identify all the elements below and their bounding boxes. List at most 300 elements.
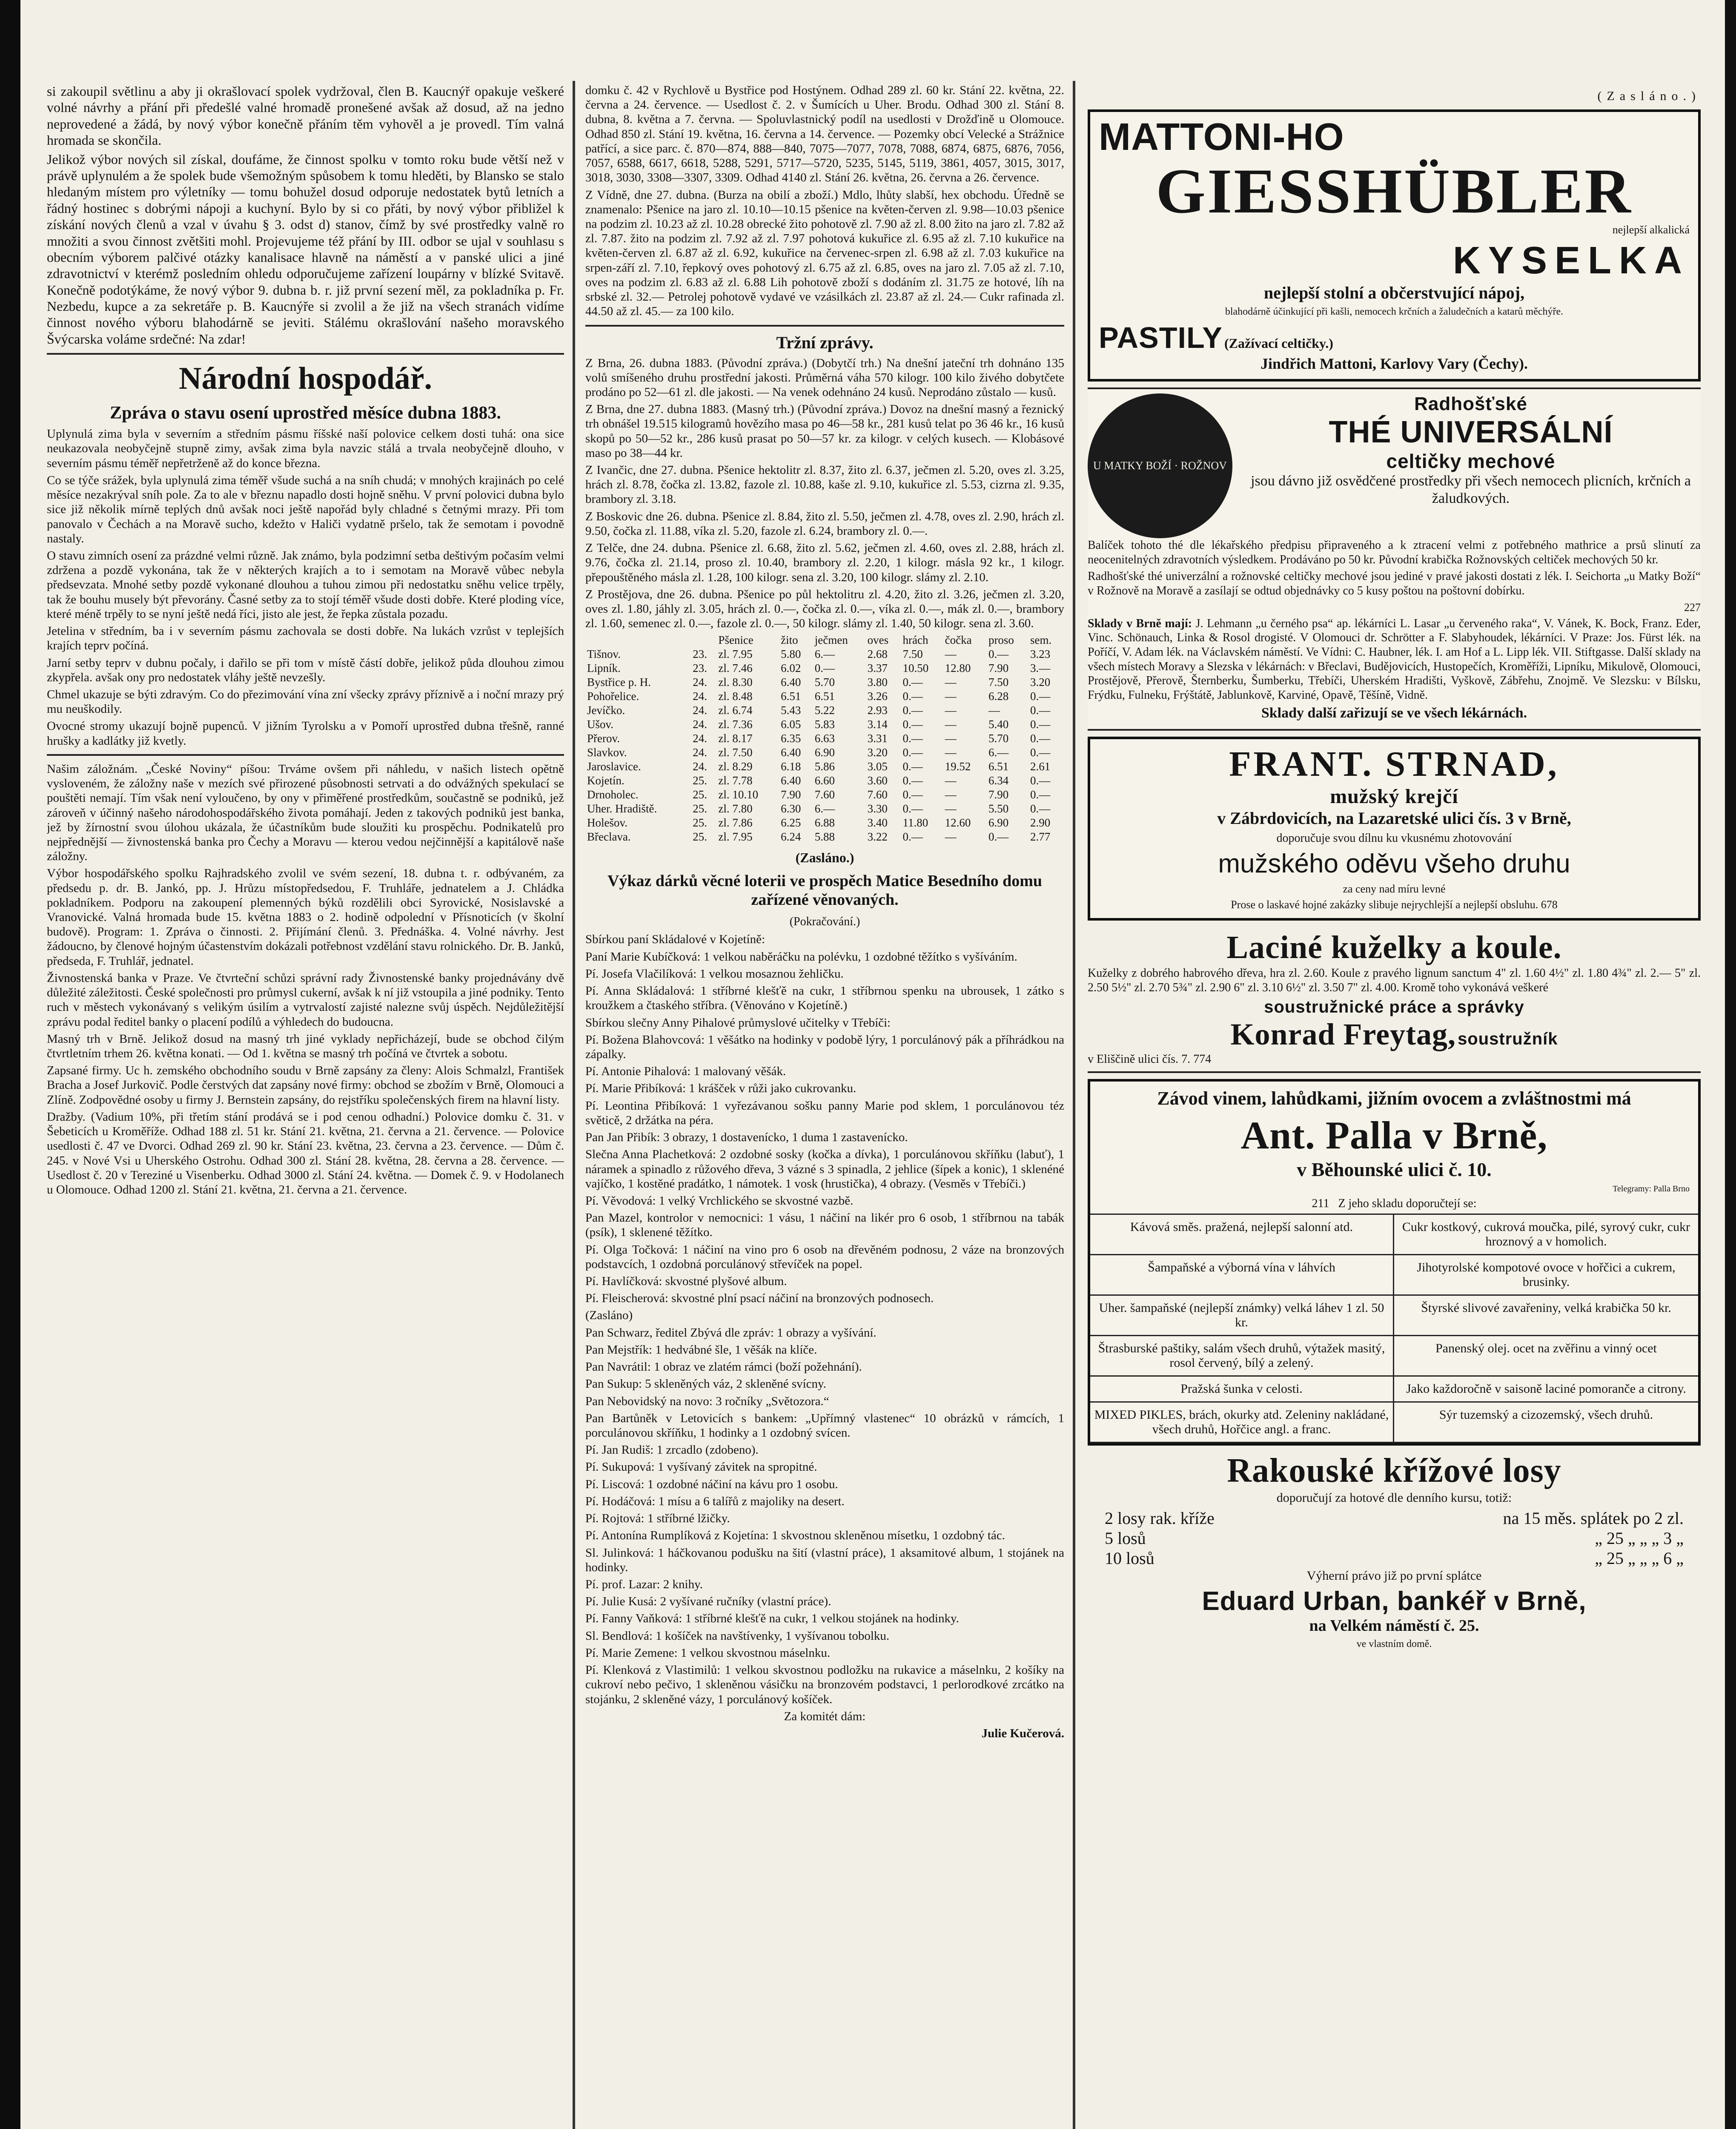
table-cell: Ušov. xyxy=(587,718,614,731)
table-cell: 6.25 xyxy=(781,816,801,829)
table-cell: 25. xyxy=(693,774,707,787)
seal-image: U MATKY BOŽÍ · ROŽNOV xyxy=(1088,393,1232,538)
table-cell: 12.60 xyxy=(945,816,971,829)
list-item-text: 2 losy rak. kříže xyxy=(1105,1508,1215,1528)
sklady-text: J. Lehmann „u černého psa“ ap. lékárníci L. Lasar „u červeného raka“, V. Vánek, K. Bock, Franz. Eder, Vinc. Schönauch, Linka & Rosol drogisté. V Olomouci dr. Schrötter a F. Slabyhoudek, lékárníci. V Praze: Jos. Fürst lék. na Poříčí, V. Adam lék. na Václavském náměstí. Ve Vídni: C. Haubner, lék. I. am Hof a L. Lipp lék. VII. Stiftgasse. Další sklady na všech místech Moravy a Slezska v lékárnách: v Břeclavi, Budějovicích, Hustopečích, Kroměříži, Lipníku, Mikulově, Olomouci, Prostějově, Přerově, Šternberku, Šumberku, Třebíči, Uherském Hradišti, Vyškově, Zábřehu, Znojmě. Ve Slezsku: v Bílsku, Frýdku, Fulneku, Frýštátě, Jablunkově, Karviné, Opavě, Těšíně, Vidně. xyxy=(1088,617,1701,702)
paragraph: Co se týče srážek, byla uplynulá zima téměř všude suchá a na sníh chudá; v mnohých krajinách po celé měsíce nezakrýval sníh pole. Za to ale v březnu napadlo dosti hojně sněhu. V první polovici dubna bylo sice již několik mírně teplých dnů avšak noci ještě napořád byly chladné s četnými mrazy. Při tom panovalo v Čechách a na Moravě sucho, kdežto v Haliči vydatně pršelo, tak že semotam i povodně nastaly. xyxy=(47,473,564,545)
strnad-desc: doporučuje svou dílnu ku vkusnému zhotovování xyxy=(1276,832,1512,845)
losy-list xyxy=(1088,1508,1701,1568)
list-item: (Zasláno) xyxy=(585,1308,633,1323)
table-cell: 23. xyxy=(693,662,707,675)
table-cell: 6.63 xyxy=(814,732,835,745)
table-cell: 7.50 xyxy=(902,648,923,661)
table-cell: 0.— xyxy=(988,648,1009,661)
losy-ad xyxy=(1088,1452,1701,1650)
table-cell: Jaroslavice. xyxy=(587,760,641,773)
table-cell: zl. 8.17 xyxy=(718,732,753,745)
table-cell: — xyxy=(945,704,957,717)
table-cell: 0.— xyxy=(1030,718,1051,731)
table-cell: Lipník. xyxy=(587,662,621,675)
list-item: Pan Jan Přibík: 3 obrazy, 1 dostavenícko, 1 duma 1 zastavenícko. xyxy=(585,1130,908,1145)
divider xyxy=(585,325,1064,327)
list-item: Pí. Jan Rudiš: 1 zrcadlo (zdobeno). xyxy=(585,1443,759,1457)
ad-number: 678 xyxy=(1541,898,1558,911)
table-row xyxy=(585,774,1064,788)
zaslano-label: (Zasláno.) xyxy=(795,850,854,866)
list-item: Pí. Antonína Rumplíková z Kojetína: 1 skvostnou skleněnou mísetku, 1 ozdobný tác. xyxy=(585,1529,1005,1543)
paragraph: Radhošťské thé univerzální a rožnovské celtičky mechové jsou jediné v pravé jakosti dostati z lék. I. Seichorta „u Matky Boží“ v Rožnově na Moravě a zasílají se odtud objednávky co 5 kusy poštou na poštovní dobírku. xyxy=(1088,570,1701,597)
table-cell: zl. 10.10 xyxy=(718,788,759,801)
strnad-note: Prose o laskavé hojné zakázky slibuje nejrychlejší a nejlepší obsluhu. xyxy=(1231,898,1538,911)
table-cell: 3.05 xyxy=(867,760,888,773)
palla-intro: Závod vinem, lahůdkami, jižním ovocem a zvláštnostmi má xyxy=(1157,1088,1631,1109)
table-cell: 0.— xyxy=(902,718,923,731)
table-cell: — xyxy=(988,704,1000,717)
table-cell: 3.14 xyxy=(867,718,888,731)
table-cell: 24. xyxy=(693,760,707,773)
losy-heading: Rakouské křížové losy xyxy=(1227,1452,1561,1489)
table-cell: 5.86 xyxy=(814,760,835,773)
table-cell: 5.40 xyxy=(988,718,1009,731)
kyselka-desc: nejlepší stolní a občerstvující nápoj, xyxy=(1263,283,1525,303)
table-cell: 6.60 xyxy=(814,774,835,787)
table-cell: 5.83 xyxy=(814,718,835,731)
table-cell: zl. 7.78 xyxy=(718,774,753,787)
table-row xyxy=(585,689,1064,703)
table-cell: 6.18 xyxy=(781,760,801,773)
table-header-cell: hrách xyxy=(902,634,928,647)
table-cell: 0.— xyxy=(988,830,1009,844)
list-item: Pan Schwarz, ředitel Zbývá dle zpráv: 1 obrazy a vyšívání. xyxy=(585,1326,877,1340)
palla-product-grid xyxy=(1090,1214,1698,1443)
table-cell: 5.22 xyxy=(814,704,835,717)
table-cell: 25. xyxy=(693,816,707,829)
table-cell: 12.80 xyxy=(945,662,971,675)
list-item: Pí. Olga Točková: 1 náčiní na vino pro 6 osob na dřevěném podnosu, 2 váze na bronzových podstavcích, 1 ozdobná porculánový střevíček na popel. xyxy=(585,1242,1064,1271)
strnad-price: za ceny nad míru levné xyxy=(1343,883,1446,895)
mattoni-company: Jindřich Mattoni, Karlovy Vary (Čechy). xyxy=(1260,355,1528,372)
list-item xyxy=(1088,1528,1701,1548)
palla-ad xyxy=(1088,1079,1701,1446)
table-cell: Břeclava. xyxy=(587,830,631,844)
table-cell: 0.— xyxy=(902,802,923,815)
divider xyxy=(47,353,564,355)
list-item: Pan Nebovidský na novo: 3 ročníky „Světozora.“ xyxy=(585,1394,829,1408)
table-cell: 3.22 xyxy=(867,830,888,844)
list-item: Pí. Leontina Přibíková: 1 vyřezávanou sošku panny Marie pod sklem, 1 porculánovou téz světicě, 2 držátka na péra. xyxy=(585,1099,1064,1127)
table-cell: zl. 8.48 xyxy=(718,690,753,703)
table-cell: 7.90 xyxy=(988,662,1009,675)
palla-addr: v Běhounské ulici č. 10. xyxy=(1297,1159,1492,1181)
table-cell: Tišnov. xyxy=(587,648,621,661)
ad-number: 211 xyxy=(1312,1197,1329,1211)
paragraph: Jelikož výbor nových sil získal, doufáme, že činnost spolku v tomto roku bude větší než v právě uplynulém a že spolek bude všemožným spůsobem k tomu hleděti, by Blansko se stalo hledaným místem pro výletníky — tomu bohužel dosud odporuje nedostatek bytů letních a řádný hostinec s dobrými nápoji a kuchyní. Bylo by si co přáti, by nový výbor přibližel k získání nových členů a vzal v úvahu § 3. odst d) stanov, čímž by své prostředky valně ro množiti a svou činnost zvětšiti mohl. Projevujeme též přání by III. odbor se ujal v souhlasu s obecním výborem palčivé otázky kanalisace hlavně na náměstí a v panské ulici a jiné zdravotnictví v kterémž posledním ohledu odporučujeme zařízení loupárny v blízké Svitavě. Konečně podotýkáme, že nový výbor 9. dubna b. r. již první sezení měl, za pokladníka p. Fr. Nezbedu, kupce a za sekretáře p. B. Kaucnýře si zvolil a že již na všech stranách vidíme činnost nového výboru blahodárně se jeviti. Stálému okrašlování našeho moravského Švýcarska voláme srdečné: Na zdar! xyxy=(47,151,564,347)
paragraph: Z Ivančic, dne 27. dubna. Pšenice hektolitr zl. 8.37, žito zl. 6.37, ječmen zl. 5.20, oves zl. 3.25, hrách zl. 8.78, čočka zl. 13.82, fazole zl. 10.88, kaše zl. 9.10, kukuřice zl. 5.53, cizrna zl. 9.35, brambory zl. 3.18. xyxy=(585,463,1064,506)
table-cell: Kojetín. xyxy=(587,774,625,787)
list-item: Paní Marie Kubíčková: 1 velkou naběráčku na polévku, 1 ozdobné těžítko s vyšíváním. xyxy=(585,950,1017,964)
table-cell: — xyxy=(945,648,957,661)
table-cell: 24. xyxy=(693,690,707,703)
paragraph: Jetelina v středním, ba i v severním pásmu zachovala se dosti dobře. Na lukách vzrůst v teplejších krajích teprv počíná. xyxy=(47,624,564,653)
table-cell: 25. xyxy=(693,788,707,801)
table-row xyxy=(585,732,1064,746)
paragraph: Z Prostějova, dne 26. dubna. Pšenice po půl hektolitru zl. 4.20, žito zl. 3.26, ječmen zl. 3.20, oves zl. 1.80, jáhly zl. 3.05, hrách zl. 0.—, čočka zl. 0.—, víka zl. 0.—, mák zl. 0.—, brambory zl. 1.60, semenec zl. 0.—, fazole zl. 0.—, 50 kilogr. slámy zl. 1.40, 50 kilogr. sena zl. 3.60. xyxy=(585,587,1064,631)
table-cell: 24. xyxy=(693,732,707,745)
freytag-role: soustružník xyxy=(1458,1029,1558,1048)
product-cell: Štrasburské paštiky, salám všech druhů, výtažek masitý, rosol červený, bílý a zelený. xyxy=(1090,1336,1394,1377)
list-item: Pí. Marie Zemene: 1 velkou skvostnou máselnku. xyxy=(585,1646,831,1660)
table-cell: 6.— xyxy=(814,802,835,815)
gift-list xyxy=(585,932,1064,1706)
giesshubler-title: GIESSHÜBLER xyxy=(1156,156,1633,227)
table-cell: 7.90 xyxy=(781,788,801,801)
table-cell: Přerov. xyxy=(587,732,620,745)
table-cell: 6.35 xyxy=(781,732,801,745)
scan-edge-left xyxy=(0,0,20,2129)
table-cell: 6.34 xyxy=(988,774,1009,787)
table-cell: — xyxy=(945,732,957,745)
table-cell: 0.— xyxy=(1030,774,1051,787)
list-item-text: 5 losů xyxy=(1105,1528,1146,1548)
table-header-cell: žito xyxy=(781,634,798,647)
strnad-ad xyxy=(1088,737,1701,921)
table-cell: 2.77 xyxy=(1030,830,1051,844)
product-cell: Panenský olej. ocet na zvěřinu a vinný ocet xyxy=(1394,1336,1698,1377)
strnad-name: FRANT. STRNAD, xyxy=(1229,744,1559,784)
strnad-addr: v Zábrdovicích, na Lazaretské ulici čís. 3 v Brně, xyxy=(1217,809,1571,828)
ad-number: 774 xyxy=(1193,1052,1212,1066)
table-cell: zl. 7.36 xyxy=(718,718,753,731)
paragraph: domku č. 42 v Rychlově u Bystřice pod Hostýnem. Odhad 289 zl. 60 kr. Stání 22. května, 22. června a 24. července. — Usedlost č. 2. v Šumících u Uher. Brodu. Odhad 300 zl. Stání 8. dubna, 8. května a 7. června. — Spoluvlastnický podíl na usedlosti v Drožďině u Olomouce. Odhad 850 zl. Stání 19. května, 16. června a 14. července. — Pozemky obcí Velecké a Strážnice patřící, a sice parc. č. 870—874, 888—840, 7075—7077, 7078, 7088, 6874, 6875, 6876, 7056, 7057, 6588, 6617, 6618, 5288, 5291, 5717—5720, 5235, 5145, 5119, 3861, 4057, 3015, 3017, 3018, 3030, 3308—3307, 3309. Odhad 4140 zl. Stání 26. května, 26. června a 26. července. xyxy=(585,83,1064,185)
table-cell: 6.05 xyxy=(781,718,801,731)
table-cell: zl. 7.80 xyxy=(718,802,753,815)
strnad-title: mužský krejčí xyxy=(1330,785,1458,808)
table-cell: 0.— xyxy=(902,732,923,745)
table-row xyxy=(585,647,1064,661)
paragraph: Balíček tohoto thé dle lékařského předpisu připraveného a k ztracení velmi z potřebného mathrice a prsů slinutí za neocenitelných zdravotních výsledkem. Prodáváno po 50 kr. Původní krabička Rožnovských celtiček mechových 50 kr. xyxy=(1088,539,1701,566)
table-cell: zl. 8.29 xyxy=(718,760,753,773)
table-row xyxy=(585,675,1064,689)
paragraph: Dražby. (Vadium 10%, při třetím stání prodává se i pod cenou odhadní.) Polovice domku č. 31. v Šebeticích u Kroměříže. Odhad 188 zl. 51 kr. Stání 21. května, 21. června a 21. července. — Polovice usedlosti č. 47 ve Dvorci. Odhad 269 zl. 90 kr. Stání 23. května, 23. června a 23. července. — Dům č. 245. v Nové Vsi u Uherského Ostrohu. Odhad 300 zl. Stání 28. května, 28. června a 28. července. — Usedlost č. 20 v Tereziné u Visenberku. Odhad 3000 zl. Stání 24. května. — Domek č. 9. v Hodolanech u Olomouce. Odhad 1200 zl. Stání 21. května, 21. června a 21. července. xyxy=(47,1110,564,1196)
table-cell: 0.— xyxy=(1030,802,1051,815)
section-heading: Tržní zprávy. xyxy=(776,333,874,352)
list-item: Pí. Rojtová: 1 stříbrné lžičky. xyxy=(585,1512,730,1526)
product-cell: Šampaňské a výborná vína v láhvích xyxy=(1090,1255,1394,1296)
table-cell: 7.90 xyxy=(988,788,1009,801)
table-cell: 0.— xyxy=(902,774,923,787)
list-item: Pí. Fanny Vaňková: 1 stříbrné klešťě na cukr, 1 velkou stojánek na hodinky. xyxy=(585,1612,959,1626)
table-cell: 3.26 xyxy=(867,690,888,703)
table-cell: 3.80 xyxy=(867,676,888,689)
table-header-cell: proso xyxy=(988,634,1014,647)
list-item: Pí. Anna Skládalová: 1 stříbrné klešťě na cukr, 1 stříbrnou spenku na ubrousek, 1 zátko s kroužkem a čtaského stříbra. (Věnováno v Kojetíně.) xyxy=(585,984,1064,1013)
paragraph: Uplynulá zima byla v severním a středním pásmu říšské naší polovice celkem dosti tuhá: ona sice neukazovala neobyčejně stupně zimy, avšak zima byla navzic stálá a trvala neobyčejně dlouho, v severním pásmu téměř nepřetrženě až do konce března. xyxy=(47,427,564,470)
table-cell: 24. xyxy=(693,676,707,689)
table-row xyxy=(585,802,1064,816)
list-item: Pan Sukup: 5 skleněných váz, 2 skleněné svícny. xyxy=(585,1377,826,1391)
list-item: Pí. Věvodová: 1 velký Vrchlického se skvostné vazbě. xyxy=(585,1194,854,1208)
palla-name: Ant. Palla v Brně, xyxy=(1240,1113,1548,1157)
paragraph: Živnostenská banka v Praze. Ve čtvrteční schůzi správní rady Živnostenské banky projednávány dvě důležité záležitosti. České společnosti pro průmysl cukerní, avšak k ní již vstoupila a jiné podniky. Tento ruch v městech vykonávaný s velikým úsilím a vytrvalostí zajisté nalezne svůj úspěch. Nejdůležitější zprávu podal ředitel banky o placení podílů a výhledech do budoucna. xyxy=(47,971,564,1029)
paragraph: Z Telče, dne 24. dubna. Pšenice zl. 6.68, žito zl. 5.62, ječmen zl. 4.60, oves zl. 2.88, hrách zl. 9.76, čočka zl. 21.14, proso zl. 10.40, brambory zl. 2.20, 1 kilogr. másla 92 kr., 1 kilogr. přepouštěného másla zl. 1.28, 100 kilogr. sena zl. 3.20, 100 kilogr. slámy zl. 2.10. xyxy=(585,541,1064,584)
list-item: Pí. Julie Kusá: 2 vyšívané ručníky (vlastní práce). xyxy=(585,1595,831,1609)
paragraph: Z Brna, dne 27. dubna 1883. (Masný trh.) (Původní zpráva.) Dovoz na dnešní masný a řeznický trh obnášel 19.515 kilogramů hovězího masa po 46—58 kr., 281 kusů telat po 36 46 kr., 16 kusů skopů po 50—52 kr., 286 kusů prasat po 50—57 kr. za kilogr. v celých kusech. — Klobásové maso po 38—44 kr. xyxy=(585,402,1064,460)
table-cell: 3.— xyxy=(1030,662,1051,675)
table-cell: 6.51 xyxy=(988,760,1009,773)
table-cell: zl. 7.95 xyxy=(718,830,753,844)
paragraph: Masný trh v Brně. Jelikož dosud na masný trh jiné vyklady nepřicházejí, bude se obchod čilým čtvrtletním trhem 26. května konati. — Od 1. května se masný trh počíná ve čtvrtek a sobotu. xyxy=(47,1032,564,1060)
kuzelky-heading: Laciné kuželky a koule. xyxy=(1226,930,1562,966)
committee-label: Za komitét dám: xyxy=(784,1709,866,1723)
list-item: Sbírkou slečny Anny Pihalové průmyslové učitelky v Třebíči: xyxy=(585,1016,891,1030)
table-row xyxy=(585,746,1064,760)
table-cell: zl. 7.95 xyxy=(718,648,753,661)
list-item-text: „ 25 „ „ „ 6 „ xyxy=(1595,1548,1684,1568)
divider xyxy=(47,754,564,756)
table-cell: Uher. Hradiště. xyxy=(587,802,657,815)
table-cell: zl. 7.50 xyxy=(718,746,753,759)
table-cell: Pohořelice. xyxy=(587,690,639,703)
table-cell: 0.— xyxy=(902,788,923,801)
price-table xyxy=(585,633,1064,844)
table-cell: 6.51 xyxy=(814,690,835,703)
table-cell: 0.— xyxy=(902,830,923,844)
table-cell: 6.88 xyxy=(814,816,835,829)
pastily-sub: (Zažívací celtičky.) xyxy=(1224,335,1333,351)
table-cell: 6.— xyxy=(814,648,835,661)
losy-intro: doporučují za hotové dle denního kursu, totiž: xyxy=(1276,1490,1512,1505)
table-cell: 7.60 xyxy=(867,788,888,801)
radhost-ad xyxy=(1088,387,1701,731)
list-item: Sl. Bendlová: 1 košíček na navštívenky, 1 vyšívanou tobolku. xyxy=(585,1629,890,1643)
table-row xyxy=(585,717,1064,732)
table-header-cell xyxy=(585,633,691,647)
column-rule xyxy=(1073,81,1075,2129)
kyselka-desc2: blahodárně účinkující při kašli, nemocech krčních a žaludečních a katarů měchýře. xyxy=(1225,306,1564,318)
table-cell: 0.— xyxy=(1030,732,1051,745)
list-item: Pí. Hodáčová: 1 mísu a 6 talířů z majoliky na desert. xyxy=(585,1494,845,1508)
table-header-cell: ječmen xyxy=(814,634,848,647)
table-cell: 5.88 xyxy=(814,830,835,844)
paragraph: Našim záložnám. „České Noviny“ píšou: Trváme ovšem při náhledu, v našich listech opětně vysloveném, že záložny naše v mezích své přirozené působnosti setrvati a do odvážných spekulací se pouštěti nemají. Tím však není vyloučeno, by ony v přiměřené prostředkům, součastně se podniků, jež zároveň v účinný našeho národohospodářského života pomáhají. Jeden z takových podniků jest banka, jež by žírnostní svou úlohou ukázala, že účastníkům bude sloužiti ku prospěchu. Podnikatelů pro nejpřednější — živnostenská banka pro Čechy a Moravu — kterou vedou nejčinnější a kapitálově naše záložny. xyxy=(47,762,564,864)
table-cell: 6.40 xyxy=(781,774,801,787)
list-item: Pí. Sukupová: 1 vyšívaný závitek na spropitné. xyxy=(585,1460,817,1474)
table-cell: 0.— xyxy=(1030,690,1051,703)
table-cell: 25. xyxy=(693,802,707,815)
list-item-text: 10 losů xyxy=(1105,1548,1154,1568)
table-cell: 3.37 xyxy=(867,662,888,675)
column-rule xyxy=(573,81,575,2129)
list-item-text: na 15 měs. splátek po 2 zl. xyxy=(1503,1508,1684,1528)
section-heading: Národní hospodář. xyxy=(179,361,432,396)
pastily-title: PASTILY xyxy=(1099,321,1223,354)
table-cell: 0.— xyxy=(902,760,923,773)
list-item: Pí. Klenková z Vlastimilů: 1 velkou skvostnou podložku na rukavice a máselnku, 2 košíky na cukroví nebo pečivo, 1 skleněnou vásičku na bronzovém podstavci, 1 perlorodkové zrcátko na stojánku, 2 skleněné vázy, 1 porculánový košíček. xyxy=(585,1663,1064,1706)
list-item: Pí. Josefa Vlačilíková: 1 velkou mosaznou žehličku. xyxy=(585,967,844,981)
list-item-text: „ 25 „ „ „ 3 „ xyxy=(1595,1528,1684,1548)
paragraph: Jarní setby teprv v dubnu počaly, i dařilo se při tom v místě částí dobře, jelikož půda dlouhou zimou zkypřela. avšak ony pro nedostatek vláhy ještě nevzešly. xyxy=(47,656,564,684)
table-cell: — xyxy=(945,774,957,787)
celticky-title: celtičky mechové xyxy=(1386,450,1556,473)
table-cell: 23. xyxy=(693,648,707,661)
universal-title: THÉ UNIVERSÁLNÍ xyxy=(1329,415,1613,450)
table-cell: 5.50 xyxy=(988,802,1009,815)
table-cell: zl. 8.30 xyxy=(718,676,753,689)
table-cell: zl. 6.74 xyxy=(718,704,753,717)
table-row xyxy=(585,661,1064,675)
table-header-cell: oves xyxy=(867,634,889,647)
table-header-cell: čočka xyxy=(945,634,972,647)
list-item: Sbírkou paní Skládalové v Kojetíně: xyxy=(585,933,765,947)
list-item: Pí. Havlíčková: skvostné plyšové album. xyxy=(585,1274,787,1288)
sklady-heading: Sklady v Brně mají: xyxy=(1088,617,1192,630)
table-cell: — xyxy=(945,718,957,731)
paragraph: Z Brna, 26. dubna 1883. (Původní zpráva.) (Dobytčí trh.) Na dnešní jateční trh dohnáno 135 volů smíšeného druhu prostřední jakosti. Průměrná váha 570 kilogr. 100 kilo živého dobytčete prodáno po 52—61 zl. dle jakosti. — Na venek odehnáno 24 kusů. Neprodáno zůstalo — kusů. xyxy=(585,356,1064,399)
paragraph: O stavu zimních osení za prázdné velmi různě. Jak známo, byla podzimní setba deštivým počasím velmi zdržena a pozdě vykonána, tak že v některých krajích a to i semotam na Moravě vůbec nebyla předsevzata. Mnohé setby pozdě vykonané dlouhou a tuhou zimou při nedostatku sněhu velice trpěly, tak že bouhu musely být převorány. Časné setby za to stojí téměř všude dosti dobře. Které ploding více, které méně trpěly to se nyní ještě nedá říci, jisto ale jest, že řepka zůstala pozadu. xyxy=(47,549,564,621)
table-cell: Bystřice p. H. xyxy=(587,676,651,689)
table-cell: 0.— xyxy=(1030,704,1051,717)
urban-note: ve vlastním domě. xyxy=(1356,1638,1432,1650)
table-cell: 5.70 xyxy=(814,676,835,689)
table-cell: — xyxy=(945,830,957,844)
table-cell: 7.60 xyxy=(814,788,835,801)
table-cell: Holešov. xyxy=(587,816,627,829)
article-heading: Výkaz dárků věcné loterii ve prospěch Matice Besedního domu zařízené věnovaných. xyxy=(607,872,1043,909)
product-cell: Uher. šampaňské (nejlepší známky) velká láhev 1 zl. 50 kr. xyxy=(1090,1296,1394,1336)
product-cell: Pražská šunka v celosti. xyxy=(1090,1377,1394,1403)
losy-note: Výherní právo již po první splátce xyxy=(1306,1568,1482,1583)
kuzelky-ad xyxy=(1088,927,1701,1073)
column-1 xyxy=(47,83,564,2129)
table-cell: — xyxy=(945,690,957,703)
table-cell: 6.90 xyxy=(988,816,1009,829)
table-cell: 0.— xyxy=(902,690,923,703)
table-cell: 2.90 xyxy=(1030,816,1051,829)
product-cell: Sýr tuzemský a cizozemský, všech druhů. xyxy=(1394,1403,1698,1443)
table-cell: 5.70 xyxy=(988,732,1009,745)
list-item: Pí. Fleischerová: skvostné plní psací náčiní na bronzových podnosech. xyxy=(585,1291,934,1306)
table-cell: 2.68 xyxy=(867,648,888,661)
paragraph: Z Boskovic dne 26. dubna. Pšenice zl. 8.84, žito zl. 5.50, ječmen zl. 4.78, oves zl. 2.90, hrách zl. 9.50, čočka zl. 11.88, víka zl. 5.20, fazole zl. 6.24, brambory zl. 0.—. xyxy=(585,509,1064,538)
list-item: Slečna Anna Plachetková: 2 ozdobné sosky (kočka a dívka), 1 porculánovou skříňku (labuť), 1 náramek a spinadlo z růžového dřeva, 3 vázné s 3 spinadla, 2 jehlice (šípek a konic), 1 sklenéné vajíčko, 1 kostěné pradátko, 1 námotek. 1 vosk (hrustička), 4 obrazy. (Vesměs v Třebíči.) xyxy=(585,1148,1064,1191)
table-cell: 24. xyxy=(693,746,707,759)
table-cell: 0.— xyxy=(1030,746,1051,759)
paragraph: Z Vídně, dne 27. dubna. (Burza na obilí a zboží.) Mdlo, lhůty slabší, hex obchodu. Úředně se znamenalo: Pšenice na jaro zl. 10.10—10.15 pšenice na květen-červen zl. 9.98—10.03 pšenice na podzim zl. 10.23 až zl. 10.28 obrecké žito pohotově zl. 7.90 až zl. 8.00 žito na jaro zl. 7.82 až zl. 7.87. žito na podzim zl. 7.92 až zl. 7.97 pohotová kukuřice zl. 6.95 až zl. 7.10 kukuřice na květen-červen zl. 6.87 až zl. 6.92, kukuřice na červenec-srpen zl. 6.98 až zl. 7.03 kukuřice na srpen-září zl. 7.10, řepkový oves pohotový zl. 6.75 až zl. 6.85, oves na jaro zl. 7.05 až zl. 7.10, oves na podzim zl. 6.83 až zl. 6.88 Lih pohotově zboží s dodáním zl. 31.75 ze hotové, líh na srbské zl. 32.— Petrolej pohotově vydavé ve vzásilkách zl. 23.87 až zl. 24.— Cukr rafinada zl. 44.50 až zl. 45.— za 100 kilo. xyxy=(585,188,1064,318)
continuation-label: (Pokračování.) xyxy=(789,915,860,929)
table-header-cell xyxy=(691,633,716,647)
table-cell: 6.— xyxy=(988,746,1009,759)
table-cell: — xyxy=(945,746,957,759)
product-cell: Štyrské slivové zavařeniny, velká krabička 50 kr. xyxy=(1394,1296,1698,1336)
kuzelky-desc: Kuželky z dobrého habrového dřeva, hra zl. 2.60. Koule z pravého lignum sanctum 4" zl. 1.60 4½" zl. 1.80 4¾" zl. 2.— 5" zl. 2.50 5½" zl. 2.70 5¾" zl. 2.90 6" zl. 3.10 6½" zl. 3.50 7" zl. 4.00. Kromě toho vykonává veškeré xyxy=(1088,967,1701,995)
table-cell: Slavkov. xyxy=(587,746,627,759)
list-item: Pí. Marie Přibíková: 1 krášček v růži jako cukrovanku. xyxy=(585,1082,857,1096)
list-item xyxy=(1088,1548,1701,1568)
sklady-end: Sklady další zařizují se ve všech lékárnách. xyxy=(1261,705,1527,721)
table-cell: 3.23 xyxy=(1030,648,1051,661)
table-cell: 3.31 xyxy=(867,732,888,745)
table-cell: — xyxy=(945,802,957,815)
table-cell: 24. xyxy=(693,704,707,717)
product-cell: Kávová směs. pražená, nejlepší salonní atd. xyxy=(1090,1215,1394,1255)
table-cell: 6.02 xyxy=(781,662,801,675)
list-item: Pí. Antonie Pihalová: 1 malovaný věšák. xyxy=(585,1064,786,1079)
column-3-ads xyxy=(1088,83,1701,2129)
table-cell: Jevíčko. xyxy=(587,704,625,717)
product-cell: Jihotyrolské kompotové ovoce v hořčici a cukrem, brusinky. xyxy=(1394,1255,1698,1296)
paragraph: Zapsané firmy. Uc h. zemského obchodního soudu v Brně zapsány za členy: Alois Schmalzl, František Bracha a Josef Jurkovič. Podle čerstvých dat zapsány nové firmy: obchod se zbožím v Brně, Olomouci a Zlíně. Zodpovědné osoby u firmy J. Bernstein zapsány, do rejstříku společenských firem na hlavní listy. xyxy=(47,1064,564,1107)
table-cell: 5.43 xyxy=(781,704,801,717)
table-cell: 5.80 xyxy=(781,648,801,661)
article-heading: Zpráva o stavu osení uprostřed měsíce dubna 1883. xyxy=(110,403,501,423)
paragraph: Chmel ukazuje se býti zdravým. Co do přezimování vína zní všecky zprávy příznivě a i noční mrazy prý mu neuškodily. xyxy=(47,687,564,716)
product-cell: MIXED PIKLES, brách, okurky atd. Zeleniny nakládané, všech druhů, Hořčice angl. a franc. xyxy=(1090,1403,1394,1443)
mattoni-alk: nejlepší alkalická xyxy=(1612,224,1690,236)
list-item: Sl. Julinková: 1 háčkovanou podušku na šití (vlastní práce), 1 aksamitové album, 1 stojánek na hodinky. xyxy=(585,1546,1064,1574)
column-2 xyxy=(585,83,1064,2129)
table-cell: 0.— xyxy=(902,746,923,759)
product-cell: Jako každoročně v saisoně laciné pomoranče a citrony. xyxy=(1394,1377,1698,1403)
urban-name: Eduard Urban, bankéř v Brně, xyxy=(1202,1586,1587,1616)
list-item: Pan Bartůněk v Letovicích s bankem: „Upřímný vlastenec“ 10 obrázků v rámcích, 1 porculánovou skříňku, 1 hodinky a 1 ozdobný svícen. xyxy=(585,1411,1064,1440)
table-cell: 25. xyxy=(693,830,707,844)
table-cell: 7.50 xyxy=(988,676,1009,689)
table-cell: zl. 7.46 xyxy=(718,662,753,675)
table-cell: 2.93 xyxy=(867,704,888,717)
paragraph: si zakoupil světlinu a aby ji okrašlovací spolek vydržoval, člen B. Kaucnýř opakuje veškeré volné návrhy a přání při předešlé valné hromadě pronešené avšak až dosud, až na jedno neprovedené a žádá, by nový výbor konečně přáním těm vyhověl a je provedl. Tím valná hromada se skončila. xyxy=(47,83,564,148)
table-cell: 3.20 xyxy=(867,746,888,759)
table-row xyxy=(585,816,1064,830)
palla-telegram: Telegramy: Palla Brno xyxy=(1613,1184,1690,1194)
list-item xyxy=(1088,1508,1701,1528)
kyselka-title: KYSELKA xyxy=(1452,239,1690,282)
table-cell: 6.30 xyxy=(781,802,801,815)
freytag-addr: v Eliščině ulici čís. 7. xyxy=(1088,1052,1191,1066)
table-row xyxy=(585,830,1064,844)
table-row xyxy=(585,760,1064,774)
radhost-title: Radhošťské xyxy=(1414,393,1527,415)
table-cell: 2.61 xyxy=(1030,760,1051,773)
table-cell: 3.30 xyxy=(867,802,888,815)
table-cell: Drnoholec. xyxy=(587,788,639,801)
table-cell: 0.— xyxy=(1030,788,1051,801)
table-cell: 6.90 xyxy=(814,746,835,759)
table-cell: 3.20 xyxy=(1030,676,1051,689)
table-header-cell: Pšenice xyxy=(718,634,753,647)
palla-offer: Z jeho skladu doporučtejí se: xyxy=(1338,1197,1477,1211)
list-item: Pan Mejstřík: 1 hedvábné šle, 1 věšák na klíče. xyxy=(585,1343,817,1357)
list-item: Pan Mazel, kontrolor v nemocnici: 1 vásu, 1 náčiní na likér pro 6 osob, 1 stříbrnou na tabák (psík), 1 sklenené těžítko. xyxy=(585,1211,1064,1240)
table-cell: 6.40 xyxy=(781,746,801,759)
table-cell: zl. 7.86 xyxy=(718,816,753,829)
ad-number: 227 xyxy=(1684,601,1701,614)
list-item: Pí. Božena Blahovcová: 1 věšátko na hodinky v podobě lýry, 1 porculánový pák a příhrádkou na zápalky. xyxy=(585,1033,1064,1061)
table-cell: — xyxy=(945,788,957,801)
strnad-item: mužského oděvu všeho druhu xyxy=(1218,849,1570,878)
table-cell: 6.28 xyxy=(988,690,1009,703)
paragraph: Výbor hospodářského spolku Rajhradského zvolil ve svém sezení, 18. dubna t. r. odbývaném, za předsedu p. dr. B. Jankó, pp. J. Hrůzu místopředsedou, F. Truhláře, jednatelem a J. Chládka pokladníkem. Podporu na zakoupení plemenných býků rozdělili obci Syrovické, Nosislavské a Vranovické. Valná hromada bude 15. května 1883 o 2. hodině odpolední v Přísnoticích (v školní budově). Program: 1. Zpráva o činnosti. 2. Přijímání členů. 3. Přednáška. 4. Volné návrhy. Jest žádoucno, by členové hojným účastenstvím dokázali potřebnost vzdělání stavu rolnického. Dr. B. Janků, předseda, F. Truhlář, jednatel. xyxy=(47,867,564,968)
table-cell: — xyxy=(945,676,957,689)
table-cell: 6.40 xyxy=(781,676,801,689)
table-cell: 0.— xyxy=(814,662,835,675)
celticky-desc: jsou dávno již osvědčené prostředky při všech nemocech plicních, krčních a žaludkových. xyxy=(1251,473,1691,506)
table-cell: 0.— xyxy=(902,676,923,689)
table-cell: 0.— xyxy=(902,704,923,717)
table-cell: 10.50 xyxy=(902,662,929,675)
scan-edge-right xyxy=(1725,0,1736,2129)
table-row xyxy=(585,788,1064,802)
zaslano-label: (Zasláno.) xyxy=(1597,89,1701,103)
